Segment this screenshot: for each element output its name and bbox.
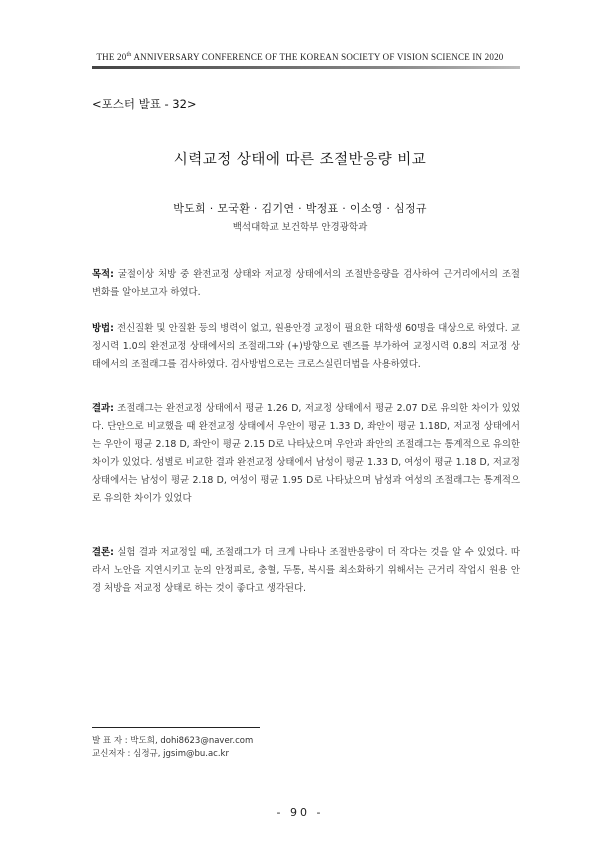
section-conclusion-label: 결론: (92, 547, 114, 558)
section-result-text: 조절래그는 완전교정 상태에서 평균 1.26 D, 저교정 상태에서 평균 2.07 D로 유의한 차이가 있었다. 단안으로 비교했을 때 완전교정 상태에서 우안이 평균 1.33 D, 좌안이 평균 1.18D, 저교정 상태에서는 우안이 평균 2.18 D, 좌안이 평균 2.15 D로 나타났으며 우안과 좌안의 조절래그는 통계적으로 유의한 차이가 있었다. 성별로 비교한 결과 완전교정 상태에서 남성이 평균 1.33 D, 여성이 평균 1.18 D, 저교정 상태에서는 남성이 평균 2.18 D, 여성이 평균 1.95 D로 나타났으며 남성과 여성의 조절래그는 통계적으로 유의한 차이가 있었다 (92, 403, 520, 504)
affiliation: 백석대학교 보건학부 안경광학과 (232, 222, 368, 233)
poster-label: <포스터 발표 - 32> (92, 97, 197, 111)
section-purpose-text: 굴절이상 처방 중 완전교정 상태와 저교정 상태에서의 조절반응량을 검사하여 근거리에서의 조절 변화를 알아보고자 하였다. (92, 269, 520, 298)
header-rule (92, 66, 520, 69)
paper-title: 시력교정 상태에 따른 조절반응량 비교 (173, 152, 427, 168)
section-method (92, 320, 520, 374)
page-number: - 90 - (276, 806, 324, 819)
section-method-text: 전신질환 및 안질환 등의 병력이 없고, 원용안경 교정이 필요한 대학생 60명을 대상으로 하였다. 교정시력 1.0의 완전교정 상태에서의 조절래그와 (+)방향으로 렌즈를 부가하여 교정시력 0.8의 저교정 상태에서의 조절래그를 검사하였다. 검사방법으로는 크로스실린더법을 사용하였다. (92, 323, 520, 370)
conference-header-prefix: THE 20 (96, 52, 127, 62)
section-purpose-label: 목적: (92, 269, 114, 280)
conference-header-sup: th (126, 52, 132, 58)
footnote-presenter: 발 표 자 : 박도희, dohi8623@naver.com (92, 736, 254, 746)
section-purpose (92, 266, 520, 302)
author-list: 박도희 · 모국환 · 김기연 · 박정표 · 이소영 · 심정규 (173, 202, 427, 215)
conference-header (0, 52, 600, 62)
section-conclusion-text: 실험 결과 저교정일 때, 조절래그가 더 크게 나타나 조절반응량이 더 작다는 것을 알 수 있었다. 따라서 노안을 지연시키고 눈의 안정피로, 충혈, 두통, 복시를 최소화하기 위해서는 근거리 작업시 원용 안경 처방을 저교정 상태로 하는 것이 좋다고 생각된다. (92, 547, 520, 594)
section-result-label: 결과: (92, 403, 114, 414)
footnote-corresponding-author: 교신저자 : 심정규, jgsim@bu.ac.kr (92, 749, 229, 759)
section-result (92, 400, 520, 508)
section-conclusion (92, 544, 520, 598)
section-method-label: 방법: (92, 323, 114, 334)
footnote-rule (92, 727, 260, 728)
conference-header-suffix: ANNIVERSARY CONFERENCE OF THE KOREAN SOCIETY OF VISION SCIENCE IN 2020 (131, 52, 504, 62)
